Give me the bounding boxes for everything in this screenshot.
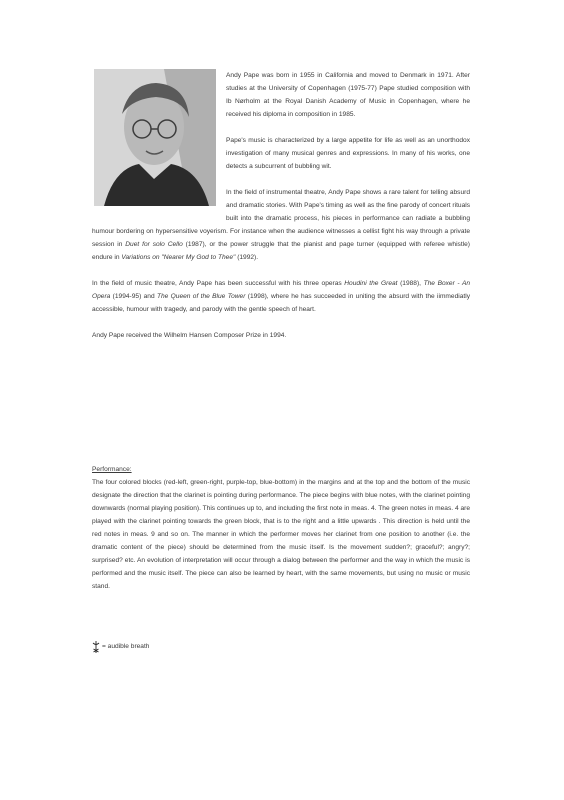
performance-notes xyxy=(92,463,470,593)
work-title: The Queen of the Blue Tower xyxy=(156,293,246,300)
work-title: Houdini the Great xyxy=(344,280,398,287)
bio-paragraph-2: Pape's music is characterized by a large appetite for life as well as an unorthodox investigation of many musical genres and expressions. In many of his works, one detects a subcurrent of bubbling wit. xyxy=(226,137,470,170)
work-title: Variations on "Nearer My God to Thee" xyxy=(121,254,236,261)
notation-legend xyxy=(92,640,149,654)
performance-heading: Performance: xyxy=(92,466,132,473)
bio-paragraph-5: Andy Pape received the Wilhelm Hansen Composer Prize in 1994. xyxy=(92,332,287,339)
performance-body: The four colored blocks (red-left, green-right, purple-top, blue-bottom) in the margins and at the top and the bottom of the music designate the direction that the clarinet is pointing during performance. The piece begins with blue notes, with the clarinet pointing downwards (normal playing position). This continues up to, and including the first note in meas. 4. The green notes in meas. 4 are played with the clarinet pointing towards the green block, that is to the right and a little upwards . This direction is held until the red notes in meas. 9 and so on. The manner in which the performer moves her clarinet from one position to another (i.e. the dramatic content of the piece) should be determined from the music itself. Is the movement sudden?; graceful?; angry?; surprised? etc. An evolution of interpretation will occur through a dialog between the performer and the way in which the music is performed and the music itself. The piece can also be learned by heart, with the same movements, but using no music or music stand. xyxy=(92,479,470,590)
bio-paragraph-4: In the field of music theatre, Andy Pape has been successful with his three operas Houdini the Great (1988), The Boxer - An Opera (1994-95) and The Queen of the Blue Tower (1998), where he has succeeded in uniting the absurd with the iimmediatly accessible, humour with tragedy, and parody with the gentle speech of heart. xyxy=(92,280,471,313)
bio-paragraph-3: In the field of instrumental theatre, Andy Pape shows a rare talent for telling absurd and dramatic stories. With Pape's timing as well as the fine parody of concert rituals built into the dramatic process, his pieces in performance can radiate a bubbling humour bordering on hypersensitive voyerism. For instance when the audience witnesses a cellist fight his way through a private session in Duet for solo Cello (1987), or the power struggle that the pianist and page turner (equipped with referee whistle) endure in Variations on "Nearer My God to Thee" (1992). xyxy=(92,189,470,261)
work-title: Duet for solo Cello xyxy=(125,241,183,248)
bio-paragraph-1: Andy Pape was born in 1955 in California and moved to Denmark in 1971. After studies at the University of Copenhagen (1975-77) Pape studied composition with Ib Nørholm at the Royal Danish Academy of Music in Copenhagen, where he received his diploma in composition in 1985. xyxy=(226,72,470,118)
biography-section xyxy=(92,69,470,355)
work-title: The Boxer - An Opera xyxy=(92,280,471,300)
legend-label: = audible breath xyxy=(102,643,150,650)
breath-mark-icon xyxy=(92,640,100,654)
